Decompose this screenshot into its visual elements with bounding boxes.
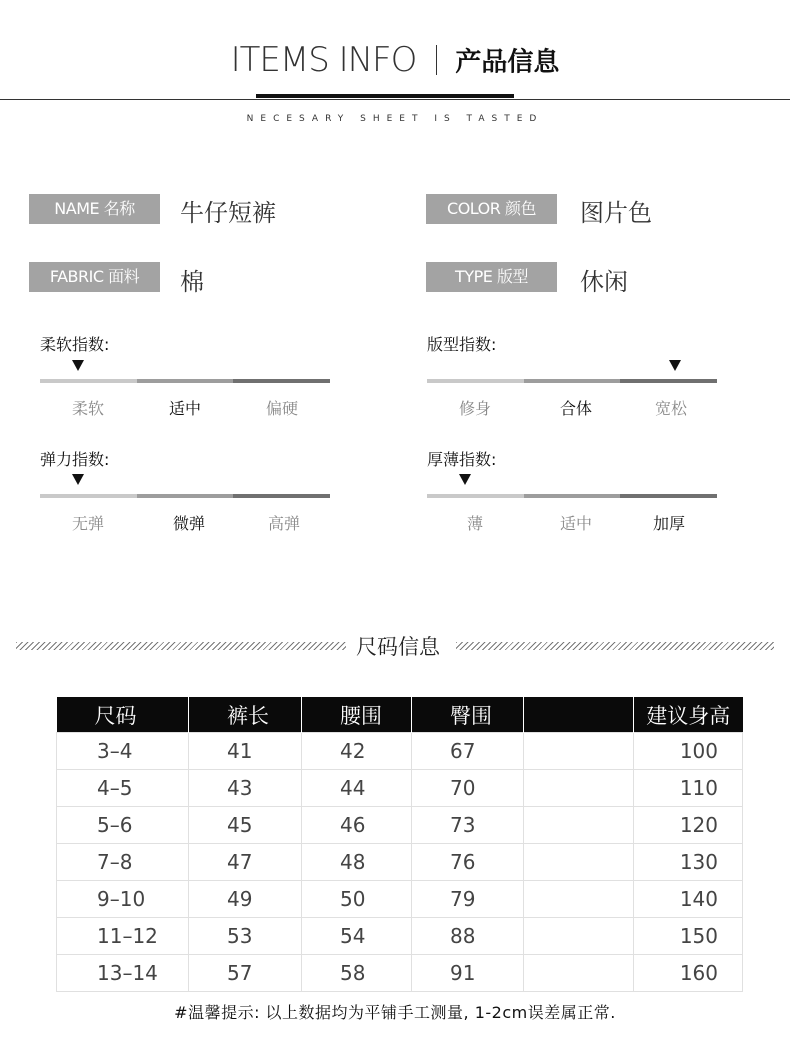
table-cell [524, 733, 634, 770]
name-tag: NAME 名称 [29, 194, 160, 224]
table-cell: 41 [189, 733, 302, 770]
name-value: 牛仔短裤 [180, 199, 276, 227]
table-row [57, 918, 743, 955]
table-cell: 50 [302, 881, 412, 918]
fit-option: 合体 [559, 399, 592, 418]
table-cell: 100 [634, 733, 743, 770]
table-cell: 46 [302, 807, 412, 844]
elasticity-option: 高弹 [267, 514, 300, 533]
scale-segment [427, 379, 524, 383]
softness-label: 柔软指数: [40, 335, 110, 354]
table-cell: 47 [189, 844, 302, 881]
table-cell: 140 [634, 881, 743, 918]
softness-option: 偏硬 [265, 399, 298, 418]
softness-option: 柔软 [71, 399, 104, 418]
table-cell: 91 [412, 955, 524, 992]
table-row [57, 844, 743, 881]
scale-segment [620, 379, 717, 383]
size-table [56, 697, 743, 992]
section-hatch-right [456, 642, 774, 650]
table-cell: 44 [302, 770, 412, 807]
table-cell: 88 [412, 918, 524, 955]
scale-segment [524, 494, 620, 498]
header-size: 尺码 [57, 697, 189, 733]
fit-indicator-icon [669, 360, 681, 371]
table-cell: 76 [412, 844, 524, 881]
header-height: 建议身高 [634, 697, 743, 733]
measurement-note: #温馨提示: 以上数据均为平铺手工测量, 1-2cm误差属正常. [174, 1003, 616, 1022]
thickness-option: 加厚 [652, 514, 685, 533]
scale-segment [233, 379, 330, 383]
table-cell [524, 955, 634, 992]
thickness-label: 厚薄指数: [427, 450, 497, 469]
header-hip: 臀围 [412, 697, 524, 733]
table-cell: 67 [412, 733, 524, 770]
elasticity-option: 微弹 [172, 514, 205, 533]
table-cell: 79 [412, 881, 524, 918]
table-cell: 11–12 [57, 918, 189, 955]
table-cell: 7–8 [57, 844, 189, 881]
elasticity-label: 弹力指数: [40, 450, 110, 469]
table-row [57, 807, 743, 844]
table-row [57, 733, 743, 770]
fit-scale [427, 379, 717, 383]
page-title [0, 40, 790, 80]
header-accent-rule [256, 94, 514, 98]
header-blank [524, 697, 634, 733]
table-cell: 160 [634, 955, 743, 992]
table-cell: 58 [302, 955, 412, 992]
table-cell: 53 [189, 918, 302, 955]
table-cell: 9–10 [57, 881, 189, 918]
softness-indicator-icon [72, 360, 84, 371]
table-cell: 13–14 [57, 955, 189, 992]
table-cell: 49 [189, 881, 302, 918]
title-chinese: 产品信息 [455, 47, 560, 78]
table-cell: 5–6 [57, 807, 189, 844]
table-cell: 120 [634, 807, 743, 844]
table-cell: 48 [302, 844, 412, 881]
table-cell: 4–5 [57, 770, 189, 807]
scale-segment [40, 379, 137, 383]
thickness-option: 薄 [466, 514, 483, 533]
fit-label: 版型指数: [427, 335, 497, 354]
table-cell: 110 [634, 770, 743, 807]
table-cell: 54 [302, 918, 412, 955]
scale-segment [524, 379, 620, 383]
header-length: 裤长 [189, 697, 302, 733]
softness-scale [40, 379, 330, 383]
table-row [57, 770, 743, 807]
table-cell: 57 [189, 955, 302, 992]
header-subtitle: NECESARY SHEET IS TASTED [246, 114, 544, 124]
table-header-row [57, 697, 743, 733]
type-tag: TYPE 版型 [426, 262, 557, 292]
table-row [57, 881, 743, 918]
table-cell: 3–4 [57, 733, 189, 770]
fabric-tag: FABRIC 面料 [29, 262, 160, 292]
scale-segment [233, 494, 330, 498]
title-english: ITEMS INFO [230, 40, 417, 80]
softness-option: 适中 [168, 399, 201, 418]
thickness-scale [427, 494, 717, 498]
table-cell [524, 881, 634, 918]
table-cell: 130 [634, 844, 743, 881]
color-value: 图片色 [580, 199, 652, 227]
title-divider [436, 45, 437, 75]
thickness-option: 适中 [559, 514, 592, 533]
elasticity-scale [40, 494, 330, 498]
table-cell: 73 [412, 807, 524, 844]
size-section-title: 尺码信息 [356, 635, 440, 659]
thickness-indicator-icon [459, 474, 471, 485]
table-cell: 45 [189, 807, 302, 844]
fabric-value: 棉 [180, 268, 204, 296]
table-cell: 70 [412, 770, 524, 807]
table-cell [524, 918, 634, 955]
table-cell [524, 844, 634, 881]
scale-segment [40, 494, 137, 498]
table-cell [524, 770, 634, 807]
table-cell: 42 [302, 733, 412, 770]
section-hatch-left [16, 642, 346, 650]
table-cell: 43 [189, 770, 302, 807]
color-tag: COLOR 颜色 [426, 194, 557, 224]
scale-segment [620, 494, 717, 498]
elasticity-option: 无弹 [71, 514, 104, 533]
scale-segment [427, 494, 524, 498]
scale-segment [137, 379, 233, 383]
fit-option: 修身 [458, 399, 491, 418]
fit-option: 宽松 [654, 399, 687, 418]
table-cell [524, 807, 634, 844]
table-row [57, 955, 743, 992]
scale-segment [137, 494, 233, 498]
type-value: 休闲 [580, 268, 628, 296]
elasticity-indicator-icon [72, 474, 84, 485]
header-waist: 腰围 [302, 697, 412, 733]
header-rule [0, 99, 790, 100]
table-cell: 150 [634, 918, 743, 955]
